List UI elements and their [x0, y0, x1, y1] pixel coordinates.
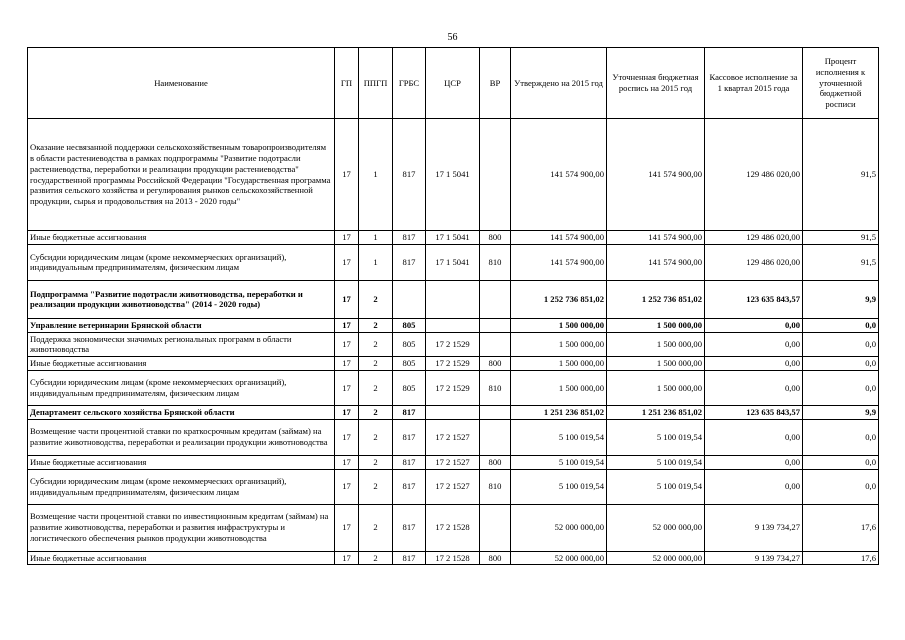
cell-pgp: 2	[359, 455, 393, 469]
cell-csr: 17 2 1529	[426, 370, 480, 405]
cell-gp: 17	[335, 231, 359, 245]
cell-refined: 141 574 900,00	[607, 119, 705, 231]
table-row	[28, 551, 879, 565]
cell-approved: 1 500 000,00	[511, 332, 607, 357]
cell-vr	[480, 504, 511, 551]
col-header-grbs: ГРБС	[393, 48, 426, 119]
cell-percent: 17,6	[803, 551, 879, 565]
cell-vr: 800	[480, 357, 511, 371]
cell-cash: 129 486 020,00	[705, 119, 803, 231]
cell-percent: 0,0	[803, 455, 879, 469]
table-row	[28, 244, 879, 280]
cell-pgp: 2	[359, 357, 393, 371]
cell-csr: 17 2 1529	[426, 357, 480, 371]
cell-approved: 1 251 236 851,02	[511, 405, 607, 419]
cell-grbs: 817	[393, 119, 426, 231]
cell-approved: 141 574 900,00	[511, 244, 607, 280]
page-number: 56	[447, 32, 458, 43]
table-row	[28, 455, 879, 469]
cell-csr: 17 2 1529	[426, 332, 480, 357]
cell-csr: 17 2 1527	[426, 469, 480, 504]
cell-csr	[426, 280, 480, 318]
cell-csr	[426, 318, 480, 332]
cell-approved: 1 500 000,00	[511, 370, 607, 405]
cell-pgp: 2	[359, 551, 393, 565]
cell-refined: 1 251 236 851,02	[607, 405, 705, 419]
table-row	[28, 318, 879, 332]
cell-csr: 17 2 1527	[426, 419, 480, 455]
cell-percent: 0,0	[803, 318, 879, 332]
cell-percent: 0,0	[803, 370, 879, 405]
cell-name: Департамент сельского хозяйства Брянской области	[28, 405, 335, 419]
cell-vr: 800	[480, 231, 511, 245]
cell-percent: 91,5	[803, 244, 879, 280]
cell-name: Возмещение части процентной ставки по краткосрочным кредитам (займам) на развитие животноводства, переработки и реализации продукции животноводства	[28, 419, 335, 455]
cell-csr: 17 2 1527	[426, 455, 480, 469]
cell-vr: 800	[480, 455, 511, 469]
cell-cash: 0,00	[705, 419, 803, 455]
cell-refined: 5 100 019,54	[607, 419, 705, 455]
cell-cash: 123 635 843,57	[705, 280, 803, 318]
cell-approved: 1 500 000,00	[511, 318, 607, 332]
cell-percent: 9,9	[803, 405, 879, 419]
table-row	[28, 469, 879, 504]
cell-approved: 1 500 000,00	[511, 357, 607, 371]
cell-cash: 123 635 843,57	[705, 405, 803, 419]
cell-name: Управление ветеринарии Брянской области	[28, 318, 335, 332]
cell-gp: 17	[335, 405, 359, 419]
table-row	[28, 280, 879, 318]
cell-csr: 17 2 1528	[426, 504, 480, 551]
cell-refined: 1 500 000,00	[607, 318, 705, 332]
table-row	[28, 357, 879, 371]
col-header-percent: Процент исполнения к уточненной бюджетной росписи	[803, 48, 879, 119]
cell-approved: 5 100 019,54	[511, 469, 607, 504]
cell-pgp: 1	[359, 244, 393, 280]
cell-grbs: 817	[393, 469, 426, 504]
cell-cash: 0,00	[705, 318, 803, 332]
cell-grbs: 817	[393, 551, 426, 565]
cell-pgp: 1	[359, 119, 393, 231]
cell-approved: 5 100 019,54	[511, 419, 607, 455]
cell-grbs: 817	[393, 504, 426, 551]
cell-pgp: 2	[359, 469, 393, 504]
cell-gp: 17	[335, 318, 359, 332]
cell-gp: 17	[335, 504, 359, 551]
cell-gp: 17	[335, 469, 359, 504]
cell-name: Возмещение части процентной ставки по инвестиционным кредитам (займам) на развитие животноводства, переработки и развития инфраструктуры и логистического обеспечения рынков продукции животноводства	[28, 504, 335, 551]
cell-grbs: 805	[393, 332, 426, 357]
cell-grbs: 817	[393, 244, 426, 280]
cell-percent: 0,0	[803, 357, 879, 371]
cell-approved: 141 574 900,00	[511, 119, 607, 231]
cell-pgp: 2	[359, 280, 393, 318]
cell-grbs: 805	[393, 357, 426, 371]
cell-refined: 141 574 900,00	[607, 231, 705, 245]
col-header-cash: Кассовое исполнение за 1 квартал 2015 года	[705, 48, 803, 119]
cell-pgp: 2	[359, 332, 393, 357]
cell-cash: 0,00	[705, 332, 803, 357]
col-header-csr: ЦСР	[426, 48, 480, 119]
cell-vr: 800	[480, 551, 511, 565]
cell-grbs: 817	[393, 405, 426, 419]
cell-csr: 17 1 5041	[426, 244, 480, 280]
cell-vr: 810	[480, 244, 511, 280]
cell-approved: 1 252 736 851,02	[511, 280, 607, 318]
table-row	[28, 419, 879, 455]
table-row	[28, 231, 879, 245]
cell-csr: 17 1 5041	[426, 119, 480, 231]
table-row	[28, 405, 879, 419]
cell-refined: 52 000 000,00	[607, 551, 705, 565]
cell-grbs	[393, 280, 426, 318]
cell-pgp: 2	[359, 370, 393, 405]
cell-name: Поддержка экономически значимых региональных программ в области животноводства	[28, 332, 335, 357]
cell-approved: 52 000 000,00	[511, 504, 607, 551]
cell-vr	[480, 119, 511, 231]
cell-approved: 52 000 000,00	[511, 551, 607, 565]
cell-cash: 0,00	[705, 455, 803, 469]
cell-csr: 17 1 5041	[426, 231, 480, 245]
cell-gp: 17	[335, 419, 359, 455]
cell-vr	[480, 332, 511, 357]
cell-cash: 129 486 020,00	[705, 244, 803, 280]
cell-gp: 17	[335, 119, 359, 231]
budget-execution-table	[27, 47, 879, 565]
cell-gp: 17	[335, 332, 359, 357]
cell-name: Субсидии юридическим лицам (кроме некоммерческих организаций), индивидуальным предпринимателям, физическим лицам	[28, 244, 335, 280]
cell-vr	[480, 405, 511, 419]
cell-refined: 1 500 000,00	[607, 332, 705, 357]
cell-percent: 9,9	[803, 280, 879, 318]
cell-gp: 17	[335, 551, 359, 565]
cell-name: Иные бюджетные ассигнования	[28, 231, 335, 245]
cell-pgp: 2	[359, 419, 393, 455]
col-header-pgp: ППГП	[359, 48, 393, 119]
cell-percent: 91,5	[803, 119, 879, 231]
cell-pgp: 2	[359, 318, 393, 332]
cell-cash: 9 139 734,27	[705, 551, 803, 565]
table-row	[28, 370, 879, 405]
cell-name: Иные бюджетные ассигнования	[28, 455, 335, 469]
cell-name: Субсидии юридическим лицам (кроме некоммерческих организаций), индивидуальным предпринимателям, физическим лицам	[28, 469, 335, 504]
cell-cash: 0,00	[705, 370, 803, 405]
table-row	[28, 119, 879, 231]
cell-percent: 0,0	[803, 469, 879, 504]
cell-cash: 9 139 734,27	[705, 504, 803, 551]
cell-refined: 52 000 000,00	[607, 504, 705, 551]
cell-vr	[480, 419, 511, 455]
cell-name: Подпрограмма "Развитие подотрасли животноводства, переработки и реализации продукции животноводства" (2014 - 2020 годы)	[28, 280, 335, 318]
cell-cash: 0,00	[705, 357, 803, 371]
cell-name: Оказание несвязанной поддержки сельскохозяйственным товаропроизводителям в области растениеводства в рамках подпрограммы "Развитие подотрасли растениеводства, переработки и реализации продукции растениеводства" государственной программы Российской Федерации "Государственная программа развития сельского хозяйства и регулирования рынков сельскохозяйственной продукции, сырья и продовольствия на 2013 - 2020 годы"	[28, 119, 335, 231]
cell-refined: 1 500 000,00	[607, 370, 705, 405]
cell-gp: 17	[335, 455, 359, 469]
cell-gp: 17	[335, 280, 359, 318]
table-header-row	[28, 48, 879, 119]
table-row	[28, 504, 879, 551]
cell-percent: 0,0	[803, 332, 879, 357]
cell-grbs: 805	[393, 318, 426, 332]
cell-refined: 5 100 019,54	[607, 455, 705, 469]
cell-vr	[480, 318, 511, 332]
cell-grbs: 817	[393, 231, 426, 245]
cell-pgp: 1	[359, 231, 393, 245]
cell-gp: 17	[335, 370, 359, 405]
cell-grbs: 817	[393, 419, 426, 455]
cell-refined: 1 500 000,00	[607, 357, 705, 371]
cell-vr: 810	[480, 370, 511, 405]
cell-gp: 17	[335, 357, 359, 371]
col-header-name: Наименование	[28, 48, 335, 119]
cell-pgp: 2	[359, 504, 393, 551]
cell-pgp: 2	[359, 405, 393, 419]
cell-name: Иные бюджетные ассигнования	[28, 551, 335, 565]
cell-refined: 1 252 736 851,02	[607, 280, 705, 318]
cell-name: Иные бюджетные ассигнования	[28, 357, 335, 371]
cell-vr: 810	[480, 469, 511, 504]
cell-grbs: 805	[393, 370, 426, 405]
col-header-approved: Утверждено на 2015 год	[511, 48, 607, 119]
cell-refined: 141 574 900,00	[607, 244, 705, 280]
cell-percent: 0,0	[803, 419, 879, 455]
col-header-vr: ВР	[480, 48, 511, 119]
cell-approved: 5 100 019,54	[511, 455, 607, 469]
cell-approved: 141 574 900,00	[511, 231, 607, 245]
cell-vr	[480, 280, 511, 318]
cell-grbs: 817	[393, 455, 426, 469]
cell-percent: 91,5	[803, 231, 879, 245]
cell-name: Субсидии юридическим лицам (кроме некоммерческих организаций), индивидуальным предпринимателям, физическим лицам	[28, 370, 335, 405]
cell-cash: 0,00	[705, 469, 803, 504]
cell-csr: 17 2 1528	[426, 551, 480, 565]
col-header-refined: Уточненная бюджетная роспись на 2015 год	[607, 48, 705, 119]
cell-gp: 17	[335, 244, 359, 280]
table-row	[28, 332, 879, 357]
col-header-gp: ГП	[335, 48, 359, 119]
cell-cash: 129 486 020,00	[705, 231, 803, 245]
cell-csr	[426, 405, 480, 419]
cell-percent: 17,6	[803, 504, 879, 551]
cell-refined: 5 100 019,54	[607, 469, 705, 504]
